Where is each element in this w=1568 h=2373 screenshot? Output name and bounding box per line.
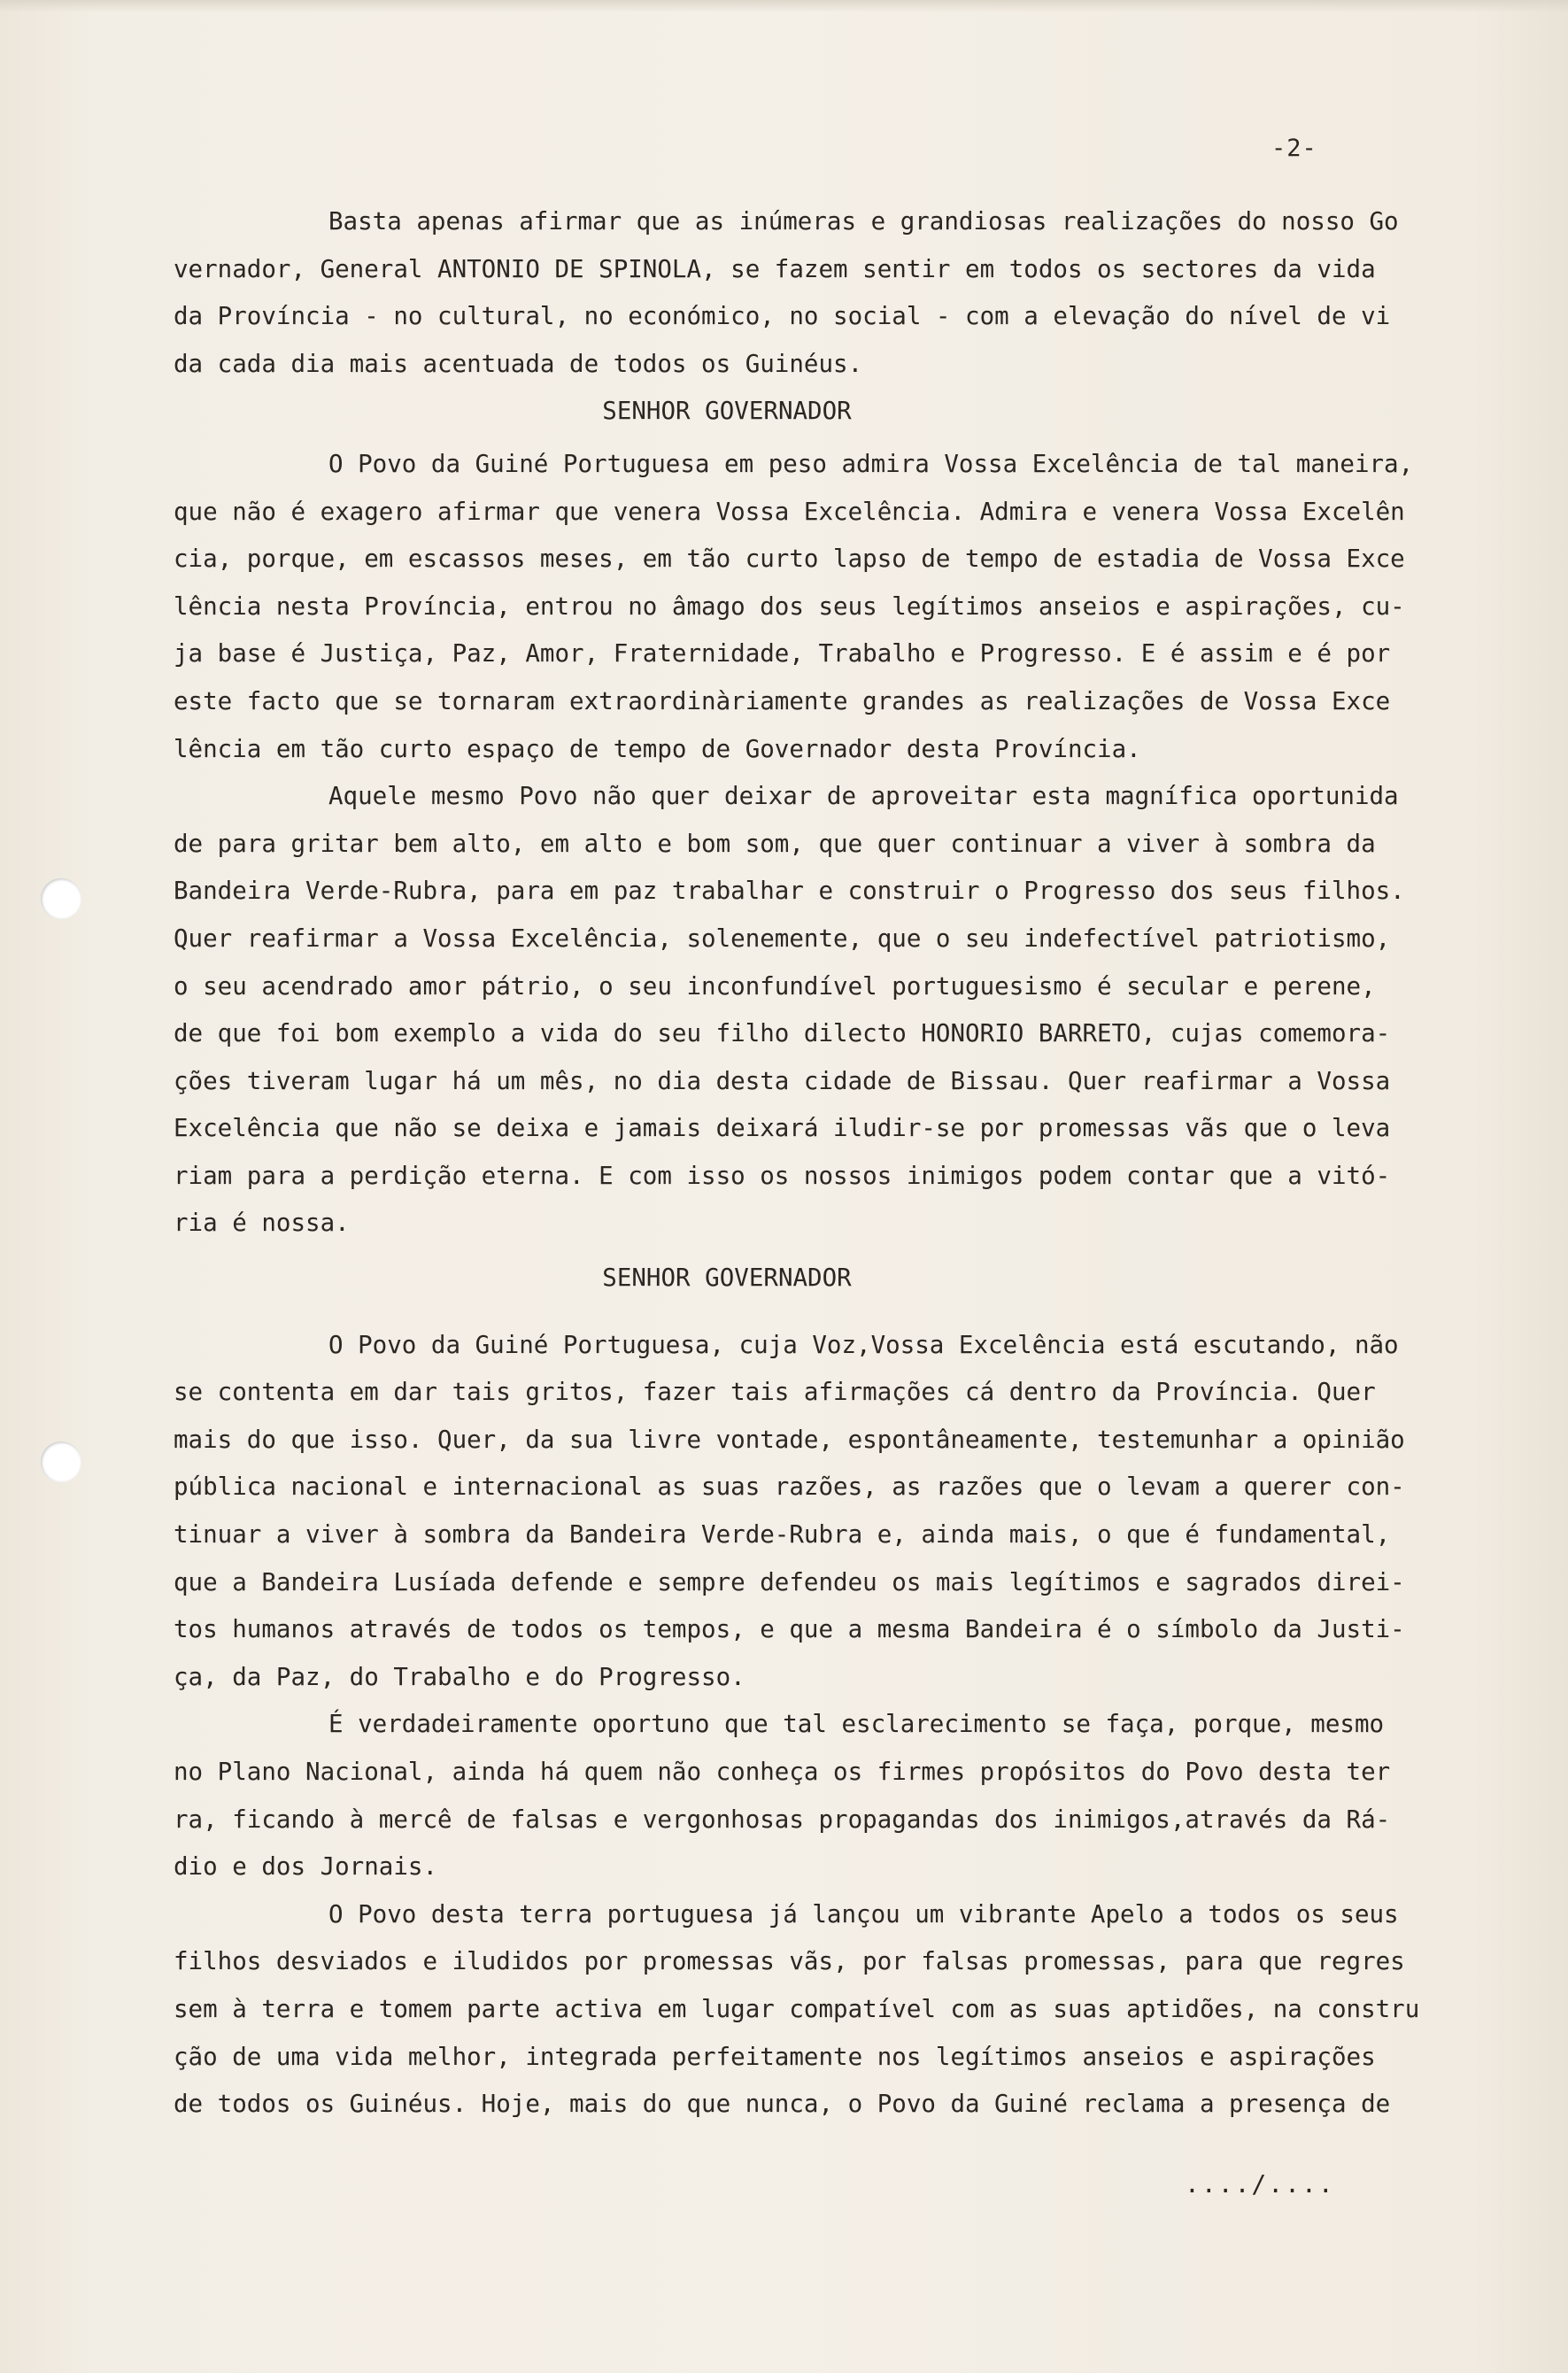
text-line: no Plano Nacional, ainda há quem não conheça os firmes propósitos do Povo desta ter xyxy=(174,1758,1391,1786)
text-line: de todos os Guinéus. Hoje, mais do que nunca, o Povo da Guiné reclama a presença de xyxy=(174,2090,1391,2119)
text-line: mais do que isso. Quer, da sua livre vontade, espontâneamente, testemunhar a opinião xyxy=(174,1425,1405,1454)
continued-marker: ..../.... xyxy=(1185,2169,1335,2199)
text-line: tos humanos através de todos os tempos, e que a mesma Bandeira é o símbolo da Justi- xyxy=(174,1615,1405,1644)
text-line: de para gritar bem alto, em alto e bom som, que quer continuar a viver à sombra da xyxy=(174,829,1376,858)
text-line: que não é exagero afirmar que venera Vossa Excelência. Admira e venera Vossa Excelên xyxy=(174,497,1405,526)
text-line: de que foi bom exemplo a vida do seu filho dilecto HONORIO BARRETO, cujas comemora- xyxy=(174,1019,1391,1048)
text-line: ria é nossa. xyxy=(174,1209,350,1238)
punch-hole xyxy=(41,1442,81,1482)
text-line: pública nacional e internacional as suas razões, as razões que o levam a querer con- xyxy=(174,1472,1405,1502)
text-line: O Povo desta terra portuguesa já lançou um vibrante Apelo a todos os seus xyxy=(328,1899,1399,1929)
text-line: este facto que se tornaram extraordinàriamente grandes as realizações de Vossa Exce xyxy=(174,686,1391,715)
page-number: -2- xyxy=(1271,135,1317,162)
text-line: ções tiveram lugar há um mês, no dia desta cidade de Bissau. Quer reafirmar a Vossa xyxy=(174,1066,1391,1095)
text-line: da Província - no cultural, no económico, no social - com a elevação do nível de vi xyxy=(174,302,1391,331)
text-line: tinuar a viver à sombra da Bandeira Verde-Rubra e, ainda mais, o que é fundamental, xyxy=(174,1520,1391,1550)
text-line: Basta apenas afirmar que as inúmeras e grandiosas realizações do nosso Go xyxy=(328,207,1399,236)
text-line: O Povo da Guiné Portuguesa em peso admira Vossa Excelência de tal maneira, xyxy=(328,449,1414,478)
punch-hole xyxy=(41,878,81,919)
text-line: dio e dos Jornais. xyxy=(174,1852,438,1882)
text-line: da cada dia mais acentuada de todos os Guinéus. xyxy=(174,349,863,378)
section-heading: SENHOR GOVERNADOR xyxy=(602,397,852,426)
text-line: o seu acendrado amor pátrio, o seu inconfundível portuguesismo é secular e perene, xyxy=(174,971,1376,1001)
text-line: sem à terra e tomem parte activa em lugar compatível com as suas aptidões, na constru xyxy=(174,1994,1420,2023)
text-line: Quer reafirmar a Vossa Excelência, solenemente, que o seu indefectível patriotismo, xyxy=(174,924,1391,953)
text-line: vernador, General ANTONIO DE SPINOLA, se fazem sentir em todos os sectores da vida xyxy=(174,254,1376,283)
text-line: que a Bandeira Lusíada defende e sempre defendeu os mais legítimos e sagrados direi- xyxy=(174,1567,1405,1596)
text-line: O Povo da Guiné Portuguesa, cuja Voz,Vossa Excelência está escutando, não xyxy=(328,1330,1399,1359)
text-line: ção de uma vida melhor, integrada perfeitamente nos legítimos anseios e aspirações xyxy=(174,2042,1376,2071)
text-line: filhos desviados e iludidos por promessas vãs, por falsas promessas, para que regres xyxy=(174,1947,1405,1976)
text-line: lência nesta Província, entrou no âmago dos seus legítimos anseios e aspirações, cu- xyxy=(174,591,1405,621)
text-line: É verdadeiramente oportuno que tal esclarecimento se faça, porque, mesmo xyxy=(328,1710,1385,1739)
text-line: ça, da Paz, do Trabalho e do Progresso. xyxy=(174,1662,745,1691)
text-line: Excelência que não se deixa e jamais deixará iludir-se por promessas vãs que o leva xyxy=(174,1114,1391,1143)
body-text xyxy=(174,198,1440,2129)
text-line: Bandeira Verde-Rubra, para em paz trabalhar e construir o Progresso dos seus filhos. xyxy=(174,877,1405,906)
text-line: Aquele mesmo Povo não quer deixar de aproveitar esta magnífica oportunida xyxy=(328,782,1399,811)
text-line: lência em tão curto espaço de tempo de Governador desta Província. xyxy=(174,734,1141,763)
text-line: cia, porque, em escassos meses, em tão curto lapso de tempo de estadia de Vossa Exce xyxy=(174,545,1405,574)
text-line: ja base é Justiça, Paz, Amor, Fraternidade, Trabalho e Progresso. E é assim e é por xyxy=(174,639,1391,669)
text-line: riam para a perdição eterna. E com isso os nossos inimigos podem contar que a vitó- xyxy=(174,1161,1391,1190)
text-line: se contenta em dar tais gritos, fazer tais afirmações cá dentro da Província. Quer xyxy=(174,1378,1376,1407)
section-heading: SENHOR GOVERNADOR xyxy=(602,1264,852,1293)
text-line: ra, ficando à mercê de falsas e vergonhosas propagandas dos inimigos,através da Rá- xyxy=(174,1805,1391,1834)
